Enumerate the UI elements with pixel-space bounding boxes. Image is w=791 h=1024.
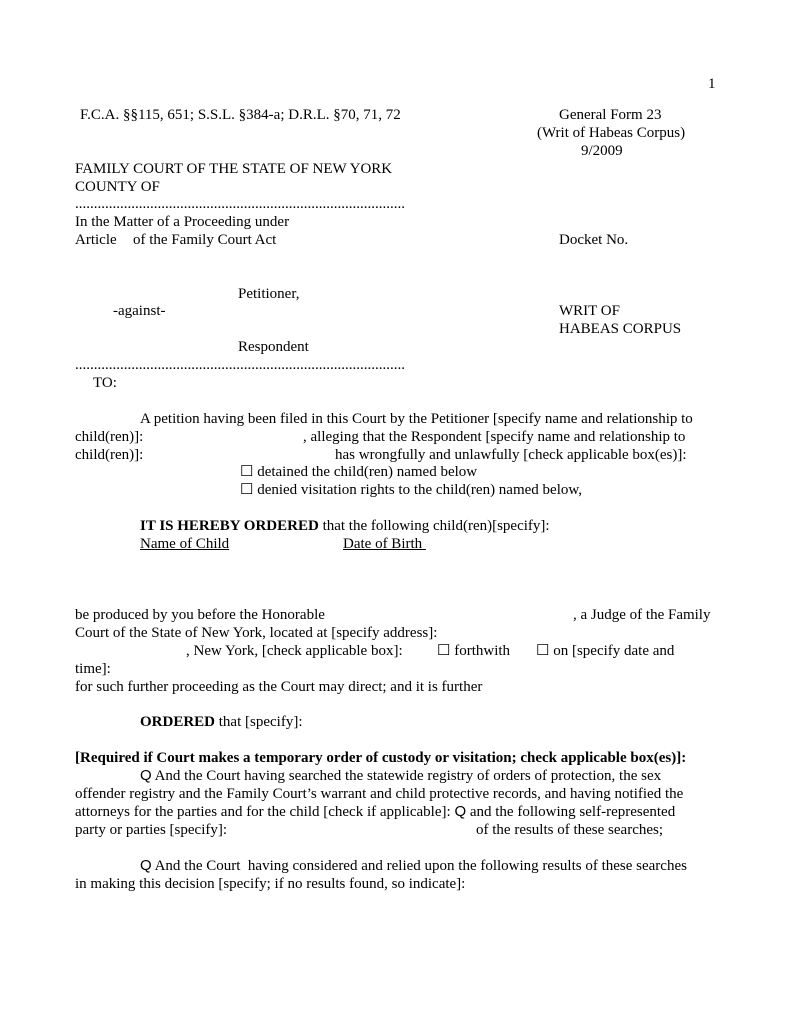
court-county: COUNTY OF	[75, 179, 160, 195]
petition-line-1: A petition having been filed in this Court by the Petitioner [specify name and relationship to	[140, 411, 693, 427]
docket-label: Docket No.	[559, 232, 629, 248]
considered-checkbox[interactable]: Q	[140, 857, 152, 874]
to-label: TO:	[93, 375, 117, 391]
writ-title-line1: WRIT OF	[559, 303, 620, 319]
new-york-line: , New York, [check applicable box]:	[186, 643, 403, 659]
time-label: time]:	[75, 661, 111, 677]
on-date-checkbox-option[interactable]: ☐ on [specify date and	[536, 643, 675, 659]
hereby-ordered-text: that the following child(ren)[specify]:	[318, 518, 550, 534]
petition-line-2-label: child(ren)]:	[75, 429, 144, 445]
date-of-birth-header: Date of Birth	[343, 536, 426, 552]
ordered-bold: ORDERED	[140, 714, 216, 730]
name-of-child-header: Name of Child	[140, 536, 230, 552]
results-of-searches-text: of the results of these searches;	[476, 822, 664, 838]
self-represented-checkbox[interactable]: Q	[454, 803, 467, 820]
form-subtitle: (Writ of Habeas Corpus)	[537, 125, 686, 141]
respondent-label: Respondent	[238, 339, 309, 355]
forthwith-checkbox-option[interactable]: ☐ forthwith	[437, 643, 511, 659]
petitioner-label: Petitioner,	[238, 286, 300, 302]
page-number: 1	[708, 76, 716, 92]
hereby-ordered-line	[140, 517, 550, 535]
registry-search-paragraph-line-2: offender registry and the Family Court’s warrant and child protective records, and having notified the	[75, 786, 684, 802]
judge-of-family-text: , a Judge of the Family	[573, 607, 711, 623]
form-date: 9/2009	[581, 143, 623, 159]
registry-heading: [Required if Court makes a temporary order of custody or visitation; check applicable box(es)]:	[75, 750, 687, 766]
produce-line-2: Court of the State of New York, located at [specify address]:	[75, 625, 438, 641]
petition-line-2-text: , alleging that the Respondent [specify name and relationship to	[303, 429, 686, 445]
registry-search-paragraph-line-3: attorneys for the parties and for the child [check if applicable]: Q and the following self-represented	[75, 803, 676, 820]
family-court-act-label: of the Family Court Act	[133, 232, 277, 248]
petition-line-3-label: child(ren)]:	[75, 447, 144, 463]
statute-citation: F.C.A. §§115, 651; S.S.L. §384-a; D.R.L. §70, 71, 72	[80, 107, 401, 123]
court-name: FAMILY COURT OF THE STATE OF NEW YORK	[75, 161, 393, 177]
matter-line: In the Matter of a Proceeding under	[75, 214, 290, 230]
caption-top-dotted-line: ........................................................................................	[75, 196, 405, 212]
ordered-text: that [specify]:	[215, 714, 303, 730]
caption-bottom-dotted-line: ........................................................................................	[75, 357, 405, 373]
writ-title-line2: HABEAS CORPUS	[559, 321, 682, 337]
ordered-line	[140, 713, 302, 731]
registry-search-checkbox[interactable]: Q	[140, 767, 152, 784]
form-name: General Form 23	[559, 107, 662, 123]
registry-search-paragraph-line-1: Q And the Court having searched the statewide registry of orders of protection, the sex	[140, 767, 662, 784]
hereby-ordered-bold: IT IS HEREBY ORDERED	[140, 518, 319, 534]
petition-line-3-text: has wrongfully and unlawfully [check applicable box(es)]:	[335, 447, 687, 463]
considered-paragraph-line-1: Q And the Court having considered and relied upon the following results of these searches	[140, 857, 687, 874]
produce-line-1: be produced by you before the Honorable	[75, 607, 325, 623]
against-label: -against-	[113, 303, 166, 319]
article-label: Article	[75, 232, 117, 248]
party-specify-label: party or parties [specify]:	[75, 822, 228, 838]
further-proceeding-line: for such further proceeding as the Court may direct; and it is further	[75, 679, 483, 695]
detained-checkbox-option[interactable]: ☐ detained the child(ren) named below	[240, 464, 478, 480]
considered-paragraph-line-2: in making this decision [specify; if no results found, so indicate]:	[75, 876, 466, 892]
denied-visitation-checkbox-option[interactable]: ☐ denied visitation rights to the child(ren) named below,	[240, 482, 582, 498]
